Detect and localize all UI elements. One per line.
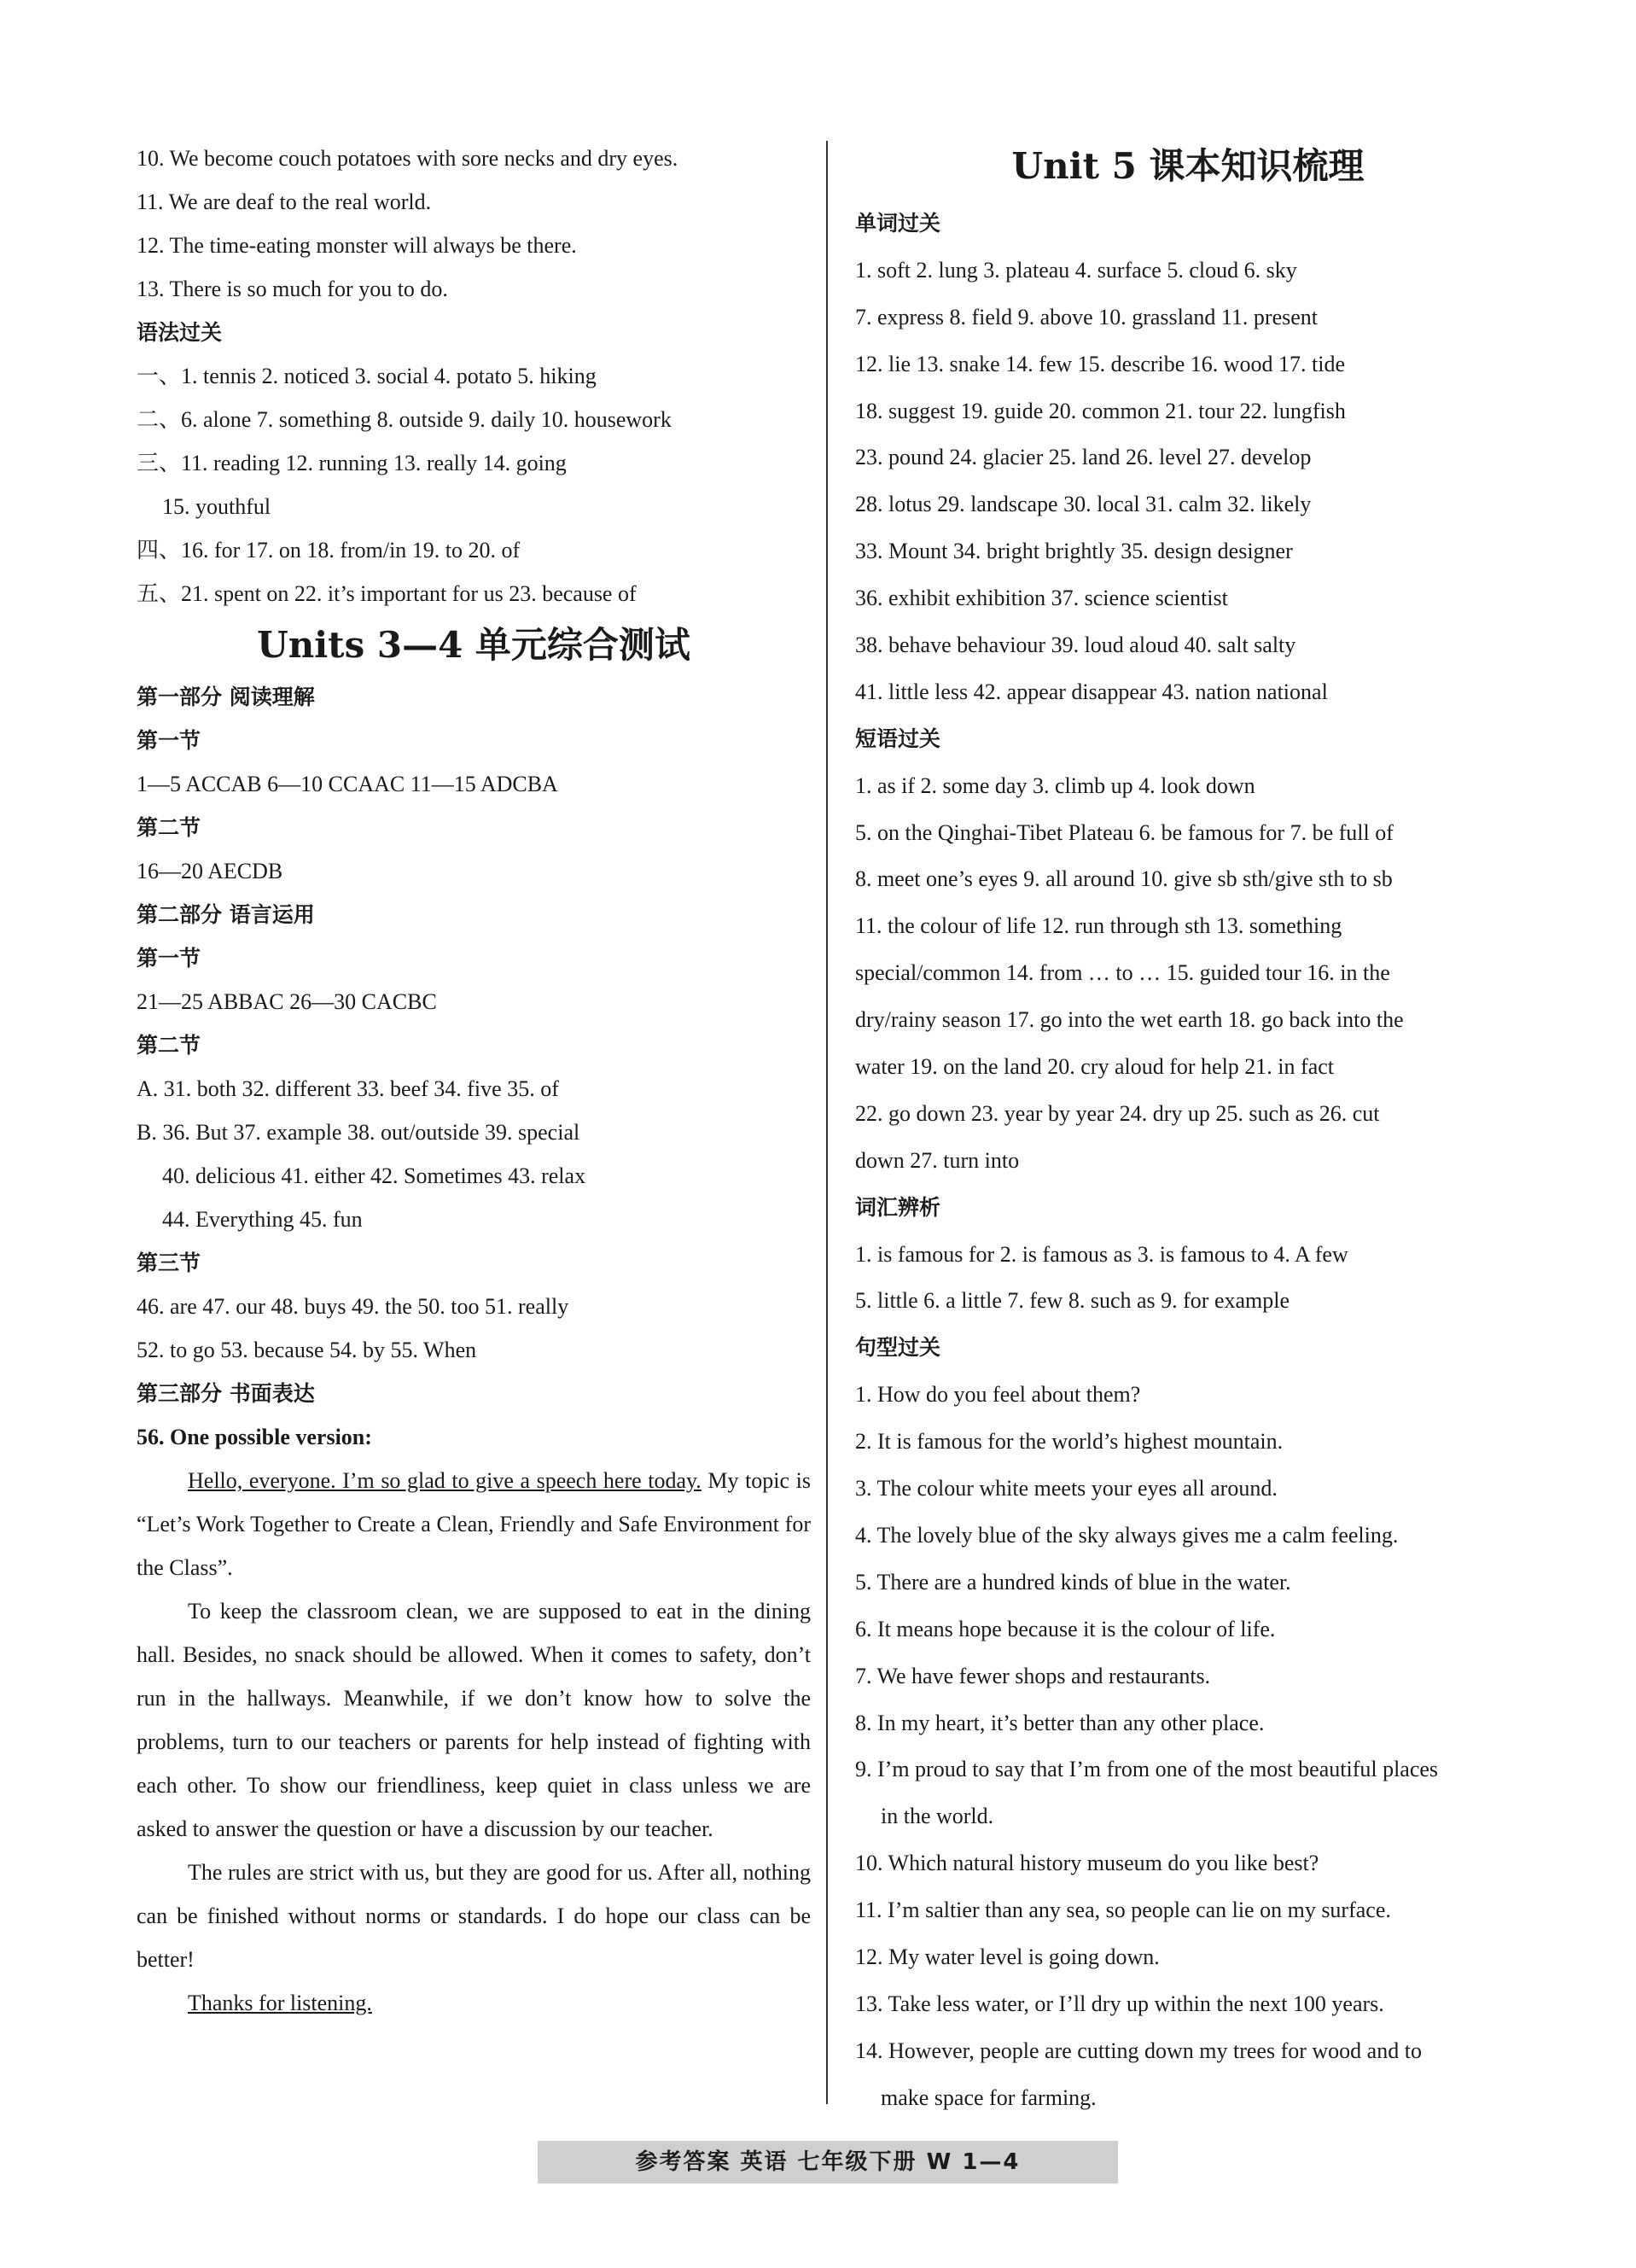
cloze-a-answers: A. 31. both 32. different 33. beef 34. five 35. of bbox=[137, 1076, 559, 1101]
words-row-2: 7. express 8. field 9. above 10. grassland 11. present bbox=[855, 304, 1319, 329]
words-heading: 单词过关 bbox=[855, 211, 941, 236]
phrases-row-9: down 27. turn into bbox=[855, 1147, 1020, 1173]
phrases-row-8: 22. go down 23. year by year 24. dry up 25. such as 26. cut bbox=[855, 1100, 1380, 1126]
part-1-section-1-answers: 1—5 ACCAB 6—10 CCAAC 11—15 ADCBA bbox=[137, 772, 558, 796]
section-3-answers-1: 46. are 47. our 48. buys 49. the 50. too 51. really bbox=[137, 1294, 569, 1319]
sentence-1: 1. How do you feel about them? bbox=[855, 1382, 1141, 1408]
grammar-row-2: 二、6. alone 7. something 8. outside 9. daily 10. housework bbox=[137, 407, 672, 432]
phrases-row-2: 5. on the Qinghai-Tibet Plateau 6. be famous for 7. be full of bbox=[855, 819, 1394, 845]
sentence-14: 14. However, people are cutting down my trees for wood and to bbox=[855, 2038, 1422, 2063]
essay-label-text: 56. One possible version: bbox=[137, 1425, 372, 1449]
sentence-11: 11. We are deaf to the real world. bbox=[137, 189, 432, 214]
phrases-row-6: dry/rainy season 17. go into the wet earth 18. go back into the bbox=[855, 1007, 1404, 1033]
part-2-section-1-answers: 21—25 ABBAC 26—30 CACBC bbox=[137, 989, 437, 1014]
unit-test-title: Units 3—4 单元综合测试 bbox=[257, 624, 690, 666]
sentence-3: 3. The colour white meets your eyes all around. bbox=[855, 1476, 1278, 1501]
part-1-section-2-answers: 16—20 AECDB bbox=[137, 859, 283, 883]
part-2-heading: 第二部分 语言运用 bbox=[137, 902, 315, 927]
vocab-row-1: 1. is famous for 2. is famous as 3. is famous to 4. A few bbox=[855, 1241, 1348, 1267]
grammar-heading: 语法过关 bbox=[137, 320, 223, 345]
essay-opening-rest: My topic is “Let’s Work Together to Create a Clean, Friendly and Safe Environment for the Class”. bbox=[137, 1468, 811, 1580]
cloze-b-answers-3: 44. Everything 45. fun bbox=[162, 1207, 363, 1232]
sentence-10: 10. Which natural history museum do you like best? bbox=[855, 1851, 1319, 1876]
sentence-12: 12. The time-eating monster will always be there. bbox=[137, 233, 577, 258]
sentence-2: 2. It is famous for the world’s highest mountain. bbox=[855, 1429, 1284, 1455]
sentence-10: 10. We become couch potatoes with sore necks and dry eyes. bbox=[137, 146, 678, 171]
words-row-9: 38. behave behaviour 39. loud aloud 40. salt salty bbox=[855, 633, 1296, 658]
phrases-heading: 短语过关 bbox=[855, 726, 941, 751]
sentence-7: 7. We have fewer shops and restaurants. bbox=[855, 1663, 1211, 1688]
sentence-6: 6. It means hope because it is the colour of life. bbox=[855, 1616, 1276, 1641]
left-column bbox=[137, 137, 811, 2025]
essay-closing bbox=[137, 1981, 811, 2025]
cloze-b-answers-1: B. 36. But 37. example 38. out/outside 39. special bbox=[137, 1120, 580, 1145]
sentence-4: 4. The lovely blue of the sky always gives me a calm feeling. bbox=[855, 1522, 1399, 1548]
cloze-b-answers-2: 40. delicious 41. either 42. Sometimes 43. relax bbox=[162, 1163, 586, 1188]
phrases-row-4: 11. the colour of life 12. run through sth 13. something bbox=[855, 913, 1342, 939]
sentence-12: 12. My water level is going down. bbox=[855, 1944, 1160, 1969]
right-column bbox=[855, 132, 1521, 2122]
grammar-row-4: 四、16. for 17. on 18. from/in 19. to 20. of bbox=[137, 538, 521, 563]
sentence-5: 5. There are a hundred kinds of blue in the water. bbox=[855, 1569, 1291, 1595]
essay-label bbox=[137, 1415, 811, 1459]
essay-opening-underlined: Hello, everyone. I’m so glad to give a speech here today. bbox=[188, 1468, 702, 1493]
sentence-9-cont: in the world. bbox=[881, 1804, 994, 1829]
essay-paragraph-3: The rules are strict with us, but they are good for us. After all, nothing can be finished without norms or standards. I do hope our class can be better! bbox=[137, 1860, 811, 1972]
part-2-section-1: 第一节 bbox=[137, 946, 201, 971]
sentence-11: 11. I’m saltier than any sea, so people can lie on my surface. bbox=[855, 1898, 1391, 1923]
grammar-row-3b: 15. youthful bbox=[162, 494, 271, 519]
part-1-section-1: 第一节 bbox=[137, 728, 201, 753]
words-row-4: 18. suggest 19. guide 20. common 21. tour 22. lungfish bbox=[855, 398, 1346, 423]
words-row-3: 12. lie 13. snake 14. few 15. describe 16. wood 17. tide bbox=[855, 351, 1346, 376]
part-2-section-2: 第二节 bbox=[137, 1033, 201, 1058]
sentence-13: 13. There is so much for you to do. bbox=[137, 277, 448, 301]
unit-5-title: Unit 5 课本知识梳理 bbox=[1011, 145, 1365, 187]
sentence-9: 9. I’m proud to say that I’m from one of the most beautiful places bbox=[855, 1757, 1439, 1782]
sentence-14-cont: make space for farming. bbox=[881, 2084, 1097, 2110]
phrases-row-3: 8. meet one’s eyes 9. all around 10. give sb sth/give sth to sb bbox=[855, 866, 1393, 892]
words-row-6: 28. lotus 29. landscape 30. local 31. calm 32. likely bbox=[855, 492, 1312, 517]
essay-paragraph-2: To keep the classroom clean, we are supposed to eat in the dining hall. Besides, no snack should be allowed. When it comes to safety, don’t run in the hallways. Meanwhile, if we don’t know how to solve the problems, turn to our teachers or parents for help instead of fighting with each other. To show our friendliness, keep quiet in class unless we are asked to answer the question or have a discussion by our teacher. bbox=[137, 1599, 811, 1841]
words-row-8: 36. exhibit exhibition 37. science scientist bbox=[855, 586, 1228, 611]
words-row-5: 23. pound 24. glacier 25. land 26. level 27. develop bbox=[855, 445, 1312, 470]
sentences-heading: 句型过关 bbox=[855, 1335, 941, 1361]
column-divider bbox=[826, 141, 828, 2104]
essay-paragraph-1 bbox=[137, 1459, 811, 1589]
part-1-section-2: 第二节 bbox=[137, 815, 201, 840]
words-row-7: 33. Mount 34. bright brightly 35. design designer bbox=[855, 539, 1293, 564]
part-2-section-3: 第三节 bbox=[137, 1251, 201, 1275]
grammar-row-3: 三、11. reading 12. running 13. really 14. going bbox=[137, 451, 567, 475]
vocab-row-2: 5. little 6. a little 7. few 8. such as 9. for example bbox=[855, 1288, 1290, 1314]
words-row-10: 41. little less 42. appear disappear 43. nation national bbox=[855, 679, 1328, 704]
grammar-row-5: 五、21. spent on 22. it’s important for us 23. because of bbox=[137, 581, 637, 606]
phrases-row-7: water 19. on the land 20. cry aloud for help 21. in fact bbox=[855, 1054, 1334, 1080]
part-1-heading: 第一部分 阅读理解 bbox=[137, 685, 315, 709]
vocab-heading: 词汇辨析 bbox=[855, 1194, 941, 1220]
phrases-row-5: special/common 14. from … to … 15. guided tour 16. in the bbox=[855, 960, 1390, 986]
phrases-row-1: 1. as if 2. some day 3. climb up 4. look down bbox=[855, 773, 1255, 798]
words-row-1: 1. soft 2. lung 3. plateau 4. surface 5. cloud 6. sky bbox=[855, 257, 1297, 283]
essay-closing-text: Thanks for listening. bbox=[188, 1991, 372, 2015]
section-3-answers-2: 52. to go 53. because 54. by 55. When bbox=[137, 1338, 477, 1362]
page-footer: 参考答案 英语 七年级下册 W 1—4 bbox=[538, 2141, 1118, 2183]
sentence-13: 13. Take less water, or I’ll dry up within the next 100 years. bbox=[855, 1991, 1384, 2016]
grammar-row-1: 一、1. tennis 2. noticed 3. social 4. potato 5. hiking bbox=[137, 364, 597, 388]
sentence-8: 8. In my heart, it’s better than any other place. bbox=[855, 1710, 1265, 1735]
part-3-heading: 第三部分 书面表达 bbox=[137, 1381, 315, 1406]
